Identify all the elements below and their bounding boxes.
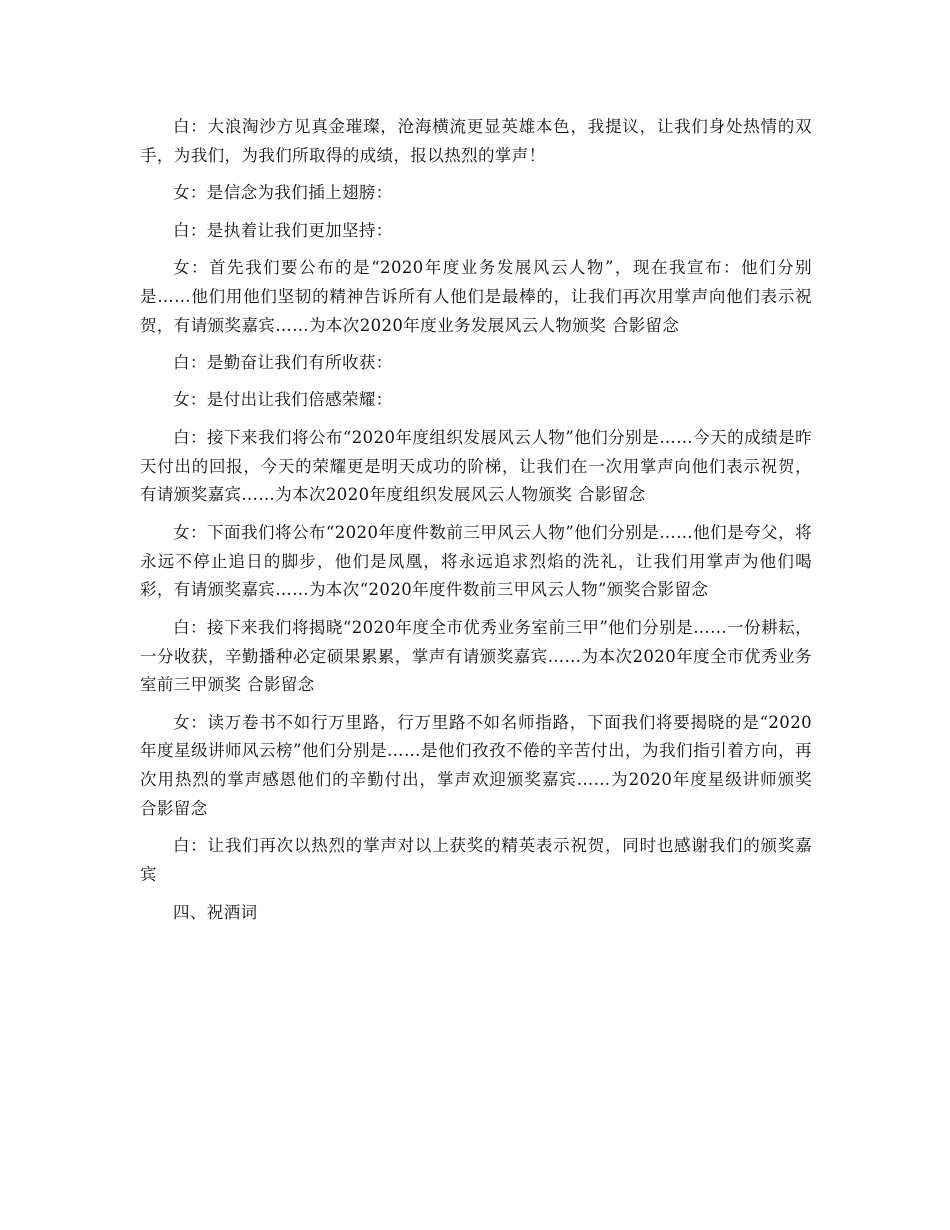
document-body: [140, 113, 812, 936]
paragraph-6: 女：是付出让我们倍感荣耀：: [173, 390, 393, 410]
paragraph-2: 女：是信念为我们插上翅膀：: [173, 183, 393, 203]
paragraph-3: 白：是执着让我们更加坚持：: [173, 220, 393, 240]
paragraph-10: 女：读万卷书不如行万里路，行万里路不如名师指路，下面我们将要揭晓的是“2020年度星级讲师风云榜”他们分别是……是他们孜孜不倦的辛苦付出，为我们指引着方向，再次用热烈的掌声感恩他们的辛勤付出，掌声欢迎颁奖嘉宾……为2020年度星级讲师颁奖 合影留念: [140, 712, 812, 819]
paragraph-1: 白：大浪淘沙方见真金璀璨，沧海横流更显英雄本色，我提议，让我们身处热情的双手，为我们，为我们所取得的成绩，报以热烈的掌声！: [140, 117, 812, 165]
paragraph-7: 白：接下来我们将公布“2020年度组织发展风云人物”他们分别是……今天的成绩是昨天付出的回报，今天的荣耀更是明天成功的阶梯，让我们在一次用掌声向他们表示祝贺，有请颁奖嘉宾……为本次2020年度组织发展风云人物颁奖 合影留念: [140, 427, 812, 505]
paragraph-11: 白：让我们再次以热烈的掌声对以上获奖的精英表示祝贺，同时也感谢我们的颁奖嘉宾: [140, 836, 812, 885]
section-heading-toast: 四、祝酒词: [173, 902, 258, 922]
paragraph-9: 白：接下来我们将揭晓“2020年度全市优秀业务室前三甲”他们分别是……一份耕耘，一分收获，辛勤播种必定硕果累累，掌声有请颁奖嘉宾……为本次2020年度全市优秀业务室前三甲颁奖 合影留念: [140, 617, 812, 695]
paragraph-5: 白：是勤奋让我们有所收获：: [173, 352, 393, 372]
paragraph-4: 女：首先我们要公布的是“2020年度业务发展风云人物”，现在我宣布：他们分别是……他们用他们坚韧的精神告诉所有人他们是最棒的，让我们再次用掌声向他们表示祝贺，有请颁奖嘉宾……为本次2020年度业务发展风云人物颁奖 合影留念: [140, 257, 812, 335]
paragraph-8: 女：下面我们将公布“2020年度件数前三甲风云人物”他们分别是……他们是夸父，将永远不停止追日的脚步，他们是凤凰，将永远追求烈焰的洗礼，让我们用掌声为他们喝彩，有请颁奖嘉宾……为本次“2020年度件数前三甲风云人物”颁奖合影留念: [140, 522, 812, 600]
